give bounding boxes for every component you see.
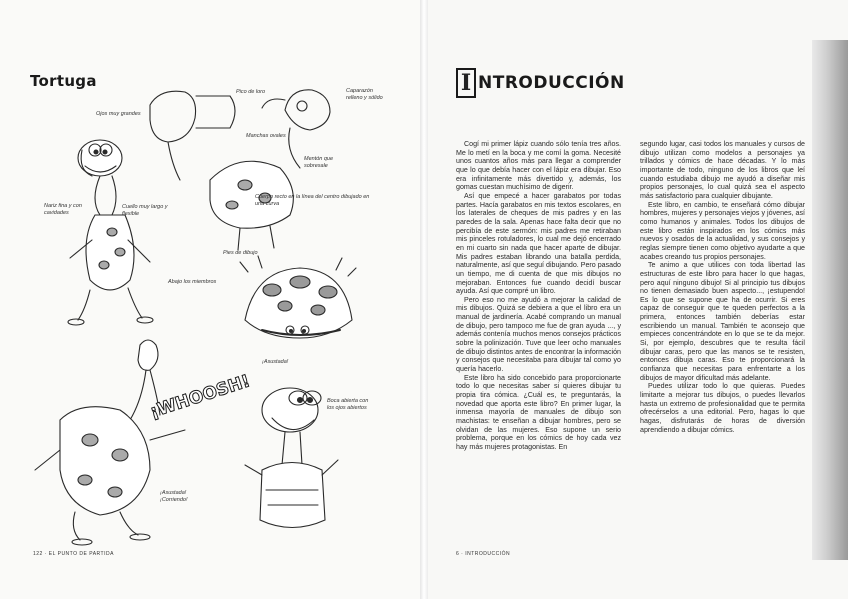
label-menton: Mentón que sobresale: [304, 156, 334, 169]
paragraph: Puedes utilizar todo lo que quieras. Puedes limitarte a mejorar tus dibujos, o puedes llevarlos hasta un extremo de profesionalidad que te permita ofrecérselos a una editorial. Pero, hagas lo que hagas, disfrutarás de horas de diversión aprendiendo a dibujar cómics.: [640, 382, 805, 434]
paragraph: segundo lugar, casi todos los manuales y cursos de dibujo utilizan como modelos a personajes ya trillados y cómics de hace décadas. Y lo más importante de todo, ninguno de los libros que leí cuando estudiaba dibujo me ayudó a diseñar mis propios personajes, lo cual quizá sea el aspecto más satisfactorio para cualquier dibujante.: [640, 140, 805, 200]
label-cuerpo: Cuerpo recto en la línea del centro dibujado en una curva: [255, 194, 370, 207]
left-page-title: Tortuga: [30, 72, 97, 90]
label-ojos: Ojos muy grandes: [96, 111, 141, 117]
title-rest: NTRODUCCIÓN: [478, 73, 625, 93]
whoosh-sound-effect: ¡WHOOSH!: [147, 371, 253, 423]
label-nariz: Nariz fina y con cavidades: [44, 203, 82, 216]
paragraph: Te animo a que utilices con toda libertad las estructuras de este libro para hacer lo que hagas, pero aquí ninguno dibujo! Si al principio tus dibujos no tienen demasiado buen aspecto..., ¡estupendo! Es lo que se supone que ha de ocurrir. Si eres capaz de conseguir que te queden perfectos a la primera, entonces también deberías estar escribiendo un manual. También te aconsejo que empieces concentrándote en lo que se te da mejor. Si, por ejemplo, descubres que te resulta fácil dibujar caras, pero que las manos se te resisten, entonces dibuja caras. Eso te proporcionará la confianza que necesitas para enfrentarte a los dibujos de mayor dificultad más adelante.: [640, 261, 805, 382]
label-asustada: ¡Asustada!: [262, 359, 289, 365]
head-construction-sketch: [150, 91, 235, 180]
paragraph: Pero eso no me ayudó a mejorar la calidad de mis dibujos. Quizá se debiera a que el libro era un manual de jardinería. Acabé comprando un manual de dibujo, pero tampoco me fue de gran ayuda ..., y además contenía muchos menos consejos prácticos sobre la polinización. Tuve que leer ocho manuales de dibujo distintos antes de encontrar la información y consejos que necesitaba para dibujar tal como yo quería hacerlo.: [456, 295, 621, 374]
label-brazos: Abajo los miembros: [168, 279, 217, 285]
page-edge-shadow: [812, 40, 848, 560]
label-boca: Boca abierta con los ojos abiertos: [327, 398, 369, 411]
paragraph: Este libro ha sido concebido para proporcionarte todo lo que necesitas saber si quieres dibujar tu propia tira cómica. ¿Cuál es, te preguntarás, la novedad que aporta este libro? En primer lugar, la inmensa mayoría de manuales de dibujo son machistas: te enseñan a dibujar hombres, pero se olvidan de las mujeres. Eso supone un serio problema, porque en los cómics de hoy cada vez hay más mujeres protagonistas. En: [456, 373, 621, 451]
hiding-turtle-shell: [240, 256, 356, 338]
paragraph: Así que empecé a hacer garabatos por todas partes. Hacía garabatos en mis textos escolares, en los laterales de cheques de mis padres y en las paredes de la sala. Apenas hace falta decir que no percibía de este sermón: mis padres me retiraban mis pinceles rotuladores, lo cual me dejó encerrado en mi cuarto sin nada que hacer aparte de dibujar. Mis padres estaban librando una batalla perdida, naturalmente, así que seguí dibujando. Pero pasado un tiempo, me di cuenta de que mis dibujos no mejoraban. Entonces fue cuando decidí buscar ayuda. Así que compré un libro.: [456, 191, 621, 296]
front-turtle-sketch: [245, 388, 338, 528]
label-manchas: Manchas ovales: [246, 133, 286, 139]
running-turtle-sketch: [35, 340, 185, 545]
label-pico: Pico de loro: [236, 89, 266, 95]
left-folio: 122 · EL PUNTO DE PARTIDA: [33, 551, 114, 557]
turtle-head-sketch: [78, 140, 122, 176]
label-caparazon: Caparazón relleno y sólido: [346, 88, 383, 101]
standing-turtle-sketch: [68, 176, 153, 325]
label-pies: Pies de dibujo: [223, 250, 258, 256]
title-initial: I: [456, 68, 476, 98]
right-folio: 6 · INTRODUCCIÓN: [456, 551, 511, 557]
paragraph: Este libro, en cambio, te enseñará cómo dibujar hombres, mujeres y personajes viejos y jóvenes, así como humanos y animales. Todos los dibujos de este libro están inspirados en los cómics más nuevos y osados de la actualidad, y sus consejos y reglas siempre tienen como objetivo ayudarte a que acabes creando tus propios personajes.: [640, 200, 805, 261]
label-corre: ¡Asustada! ¡Corriendo!: [160, 490, 188, 503]
chapter-title: [456, 66, 625, 100]
text-column-2: [640, 140, 805, 434]
label-cuello: Cuello muy largo y flexible: [122, 204, 168, 217]
paragraph: Cogí mi primer lápiz cuando sólo tenía tres años. Me lo metí en la boca y me comí la goma. Necesité unos cuantos años más para llegar a comprender que lo que debía hacer con el lápiz era dibujar. Eso era infinitamente más divertido y, además, los gomas cuestan muchísimo de digerir.: [456, 140, 621, 192]
text-column-1: [456, 140, 621, 452]
